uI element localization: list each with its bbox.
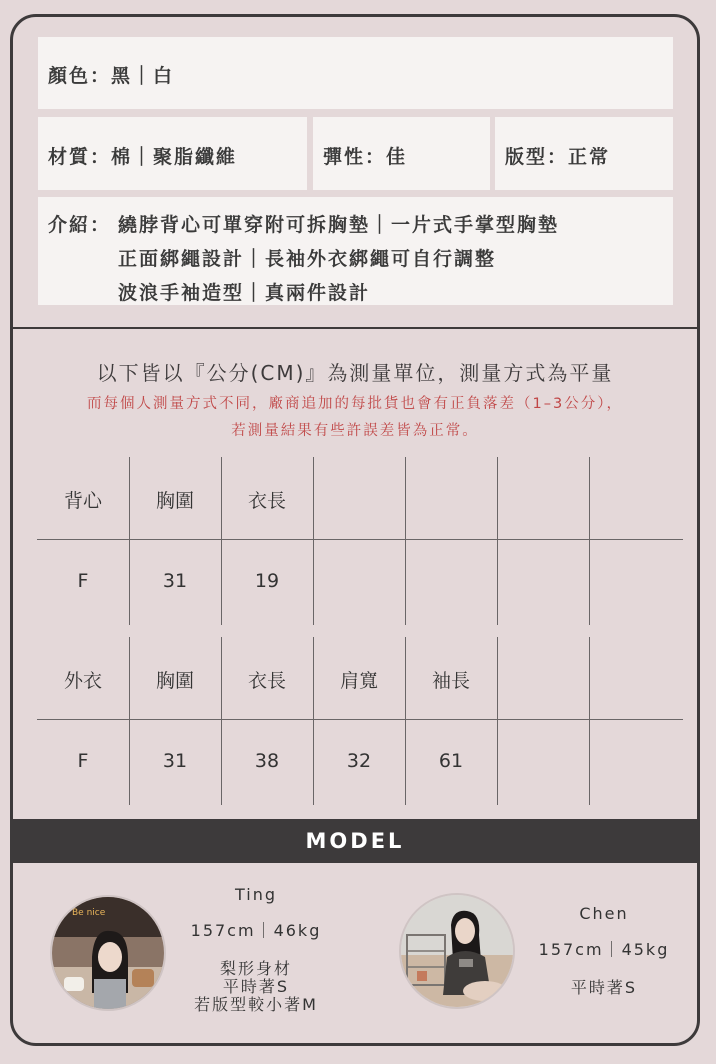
table-header-cell: 胸圍 (155, 490, 194, 512)
table-header-cell: 衣長 (247, 670, 286, 692)
model-chen-name: Chen (579, 904, 629, 923)
size-title: 以下皆以『公分(CM)』為測量單位，測量方式為平量 (96, 361, 614, 385)
material-box (38, 117, 307, 190)
table-cell: 32 (346, 750, 372, 772)
table-column-divider (497, 637, 498, 805)
table-column-divider (405, 457, 406, 625)
table-divider (37, 539, 683, 540)
table-column-divider (129, 637, 130, 805)
size-note-2: 若測量結果有些許誤差皆為正常。 (231, 423, 479, 439)
table-header-cell: 肩寬 (339, 670, 378, 692)
model-ting-name: Ting (234, 885, 278, 904)
table-column-divider (497, 457, 498, 625)
table-cell: F (77, 750, 89, 772)
table-header-cell: 背心 (63, 490, 102, 512)
model-photo (52, 897, 166, 1011)
color-box (38, 37, 673, 109)
fit-text: 版型：正常 (505, 146, 611, 168)
model-chen-stats: 157cm｜45kg (538, 940, 670, 959)
table-column-divider (589, 457, 590, 625)
elasticity-box (313, 117, 490, 190)
size-note-1: 而每個人測量方式不同，廠商追加的每批貨也會有正負落差（1–3公分）， (87, 396, 623, 412)
table-cell: F (77, 570, 89, 592)
model-ting-extra: 若版型較小著M (194, 995, 318, 1014)
model-photo (401, 895, 515, 1009)
neon-sign-text: Be nice (72, 908, 106, 918)
table-cell: 61 (438, 750, 464, 772)
intro-line-1: 繞脖背心可單穿附可拆胸墊｜一片式手掌型胸墊 (118, 214, 560, 236)
table-header-cell: 外衣 (63, 670, 102, 692)
table-header-cell: 衣長 (247, 490, 286, 512)
table-header-cell: 胸圍 (155, 670, 194, 692)
table-column-divider (221, 637, 222, 805)
table-column-divider (313, 637, 314, 805)
table-header-cell: 袖長 (431, 670, 470, 692)
section-divider (13, 327, 697, 329)
table-column-divider (313, 457, 314, 625)
color-text: 顏色：黑｜白 (48, 65, 175, 87)
intro-box (38, 197, 673, 305)
model-chen-avatar (399, 893, 515, 1009)
material-text: 材質：棉｜聚脂纖維 (48, 146, 238, 168)
table-column-divider (589, 637, 590, 805)
jacket-size-table (37, 637, 683, 805)
model-ting-stats: 157cm｜46kg (190, 921, 322, 940)
elasticity-text: 彈性：佳 (323, 146, 408, 168)
table-column-divider (129, 457, 130, 625)
table-cell: 38 (254, 750, 280, 772)
intro-line-2: 正面綁繩設計｜長袖外衣綁繩可自行調整 (118, 248, 497, 270)
table-cell: 31 (162, 570, 188, 592)
table-cell: 31 (162, 750, 188, 772)
model-ting-usual: 平時著S (222, 977, 290, 996)
table-column-divider (221, 457, 222, 625)
vest-size-table (37, 457, 683, 625)
model-ting-avatar (50, 895, 166, 1011)
model-ting-body: 梨形身材 (219, 959, 292, 978)
table-cell: 19 (254, 570, 280, 592)
model-chen-usual: 平時著S (570, 978, 638, 997)
table-divider (37, 719, 683, 720)
intro-line-3: 波浪手袖造型｜真兩件設計 (118, 282, 371, 304)
fit-box (495, 117, 673, 190)
model-header: MODEL (13, 819, 697, 863)
product-info-card (10, 14, 700, 1046)
intro-label: 介紹： (48, 214, 112, 236)
table-column-divider (405, 637, 406, 805)
